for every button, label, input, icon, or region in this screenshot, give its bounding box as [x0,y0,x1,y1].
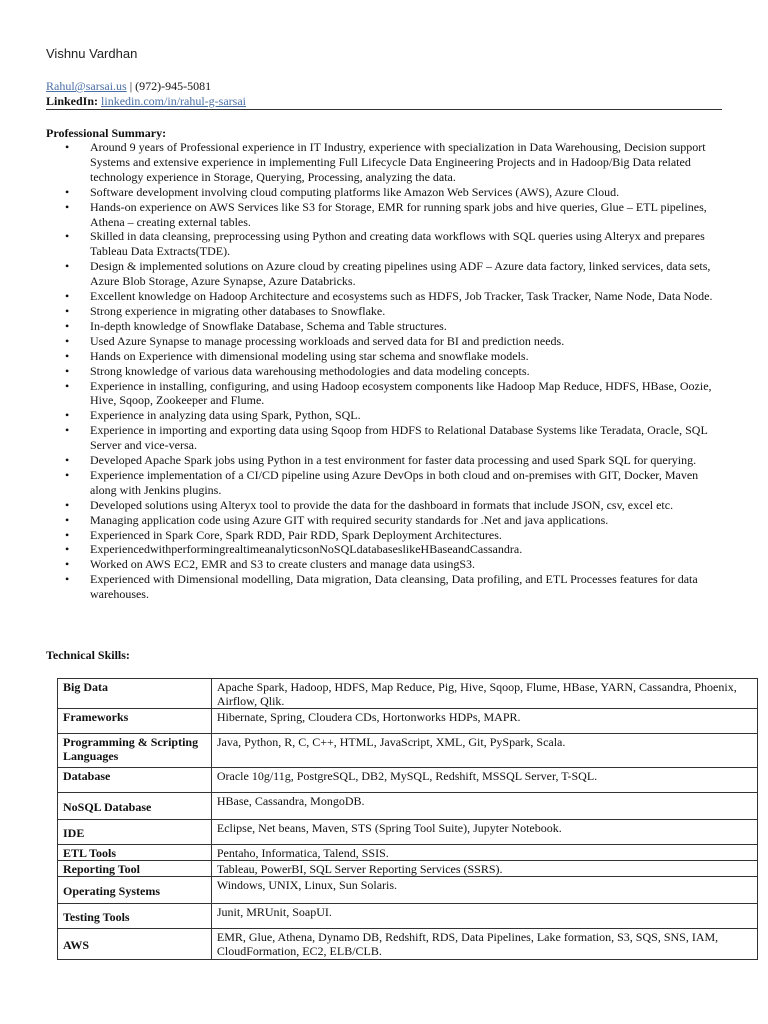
skills-title: Technical Skills: [46,648,130,662]
skill-category: Frameworks [58,709,212,734]
skill-category: Database [58,768,212,793]
skill-category: Operating Systems [58,877,212,904]
skill-values: Windows, UNIX, Linux, Sun Solaris. [211,877,757,904]
summary-item: • Strong experience in migrating other databases to Snowflake. [90,304,716,319]
summary-item: • Hands on Experience with dimensional modeling using star schema and snowflake models. [90,349,716,364]
summary-item: • Experienced with Dimensional modelling, Data migration, Data cleansing, Data profiling, and ETL Processes features for data warehouses. [90,572,716,602]
skill-values: Apache Spark, Hadoop, HDFS, Map Reduce, Pig, Hive, Sqoop, Flume, HBase, YARN, Cassandra, Phoenix, Airflow, Qlik. [211,679,757,709]
summary-item: • Skilled in data cleansing, preprocessing using Python and creating data workflows with SQL queries using Alteryx and prepares Tableau Data Extracts(TDE). [90,229,716,259]
skill-category: NoSQL Database [58,793,212,820]
contact-separator: | [126,79,136,93]
linkedin-line [46,94,246,109]
summary-item: • Experience in installing, configuring, and using Hadoop ecosystem components like Hadoop Map Reduce, HDFS, HBase, Oozie, Hive, Sqoop, Zookeeper and Flume. [90,379,716,409]
table-row [58,845,758,861]
phone-number: (972)-945-5081 [135,79,212,93]
summary-item: • Experienced in Spark Core, Spark RDD, Pair RDD, Spark Deployment Architectures. [90,528,716,543]
summary-item: • Used Azure Synapse to manage processing workloads and served data for BI and prediction needs. [90,334,716,349]
summary-item: • Software development involving cloud computing platforms like Amazon Web Services (AWS), Azure Cloud. [90,185,716,200]
candidate-name: Vishnu Vardhan [46,46,138,61]
summary-item: • Strong knowledge of various data warehousing methodologies and data modeling concepts. [90,364,716,379]
skill-values: Tableau, PowerBI, SQL Server Reporting Services (SSRS). [211,861,757,877]
skill-category: Reporting Tool [58,861,212,877]
summary-item: • Experience implementation of a CI/CD pipeline using Azure DevOps in both cloud and on-premises with GIT, Docker, Maven along with Jenkins plugins. [90,468,716,498]
skill-values: Pentaho, Informatica, Talend, SSIS. [211,845,757,861]
summary-item: • Managing application code using Azure GIT with required security standards for .Net and java applications. [90,513,716,528]
skill-category: AWS [58,929,212,960]
summary-item: • Excellent knowledge on Hadoop Architecture and ecosystems such as HDFS, Job Tracker, Task Tracker, Name Node, Data Node. [90,289,716,304]
summary-item: • Around 9 years of Professional experience in IT Industry, experience with specialization in Data Warehousing, Decision support Systems and extensive experience in implementing Full Lifecycle Data Engineering Projects and in Hadoop/Big Data related technology experience in Storage, Querying, Processing, analyzing the data. [90,140,716,185]
table-row [58,768,758,793]
summary-item: • Developed Apache Spark jobs using Python in a test environment for faster data processing and used Spark SQL for querying. [90,453,716,468]
skill-category: Programming & Scripting Languages [58,734,212,768]
skill-values: Junit, MRUnit, SoapUI. [211,904,757,929]
skill-category: IDE [58,820,212,845]
summary-item: • Design & implemented solutions on Azure cloud by creating pipelines using ADF – Azure data factory, linked services, data sets, Azure Blob Storage, Azure Synapse, Azure Databricks. [90,259,716,289]
summary-item: • Developed solutions using Alteryx tool to provide the data for the dashboard in formats that include JSON, csv, excel etc. [90,498,716,513]
table-row [58,709,758,734]
linkedin-link[interactable]: linkedin.com/in/rahul-g-sarsai [101,94,246,108]
linkedin-label: LinkedIn: [46,94,99,108]
skill-values: Java, Python, R, C, C++, HTML, JavaScript, XML, Git, PySpark, Scala. [211,734,757,768]
table-row [58,904,758,929]
skill-values: Oracle 10g/11g, PostgreSQL, DB2, MySQL, Redshift, MSSQL Server, T-SQL. [211,768,757,793]
table-row [58,793,758,820]
summary-item: • Worked on AWS EC2, EMR and S3 to create clusters and manage data usingS3. [90,557,716,572]
email-link[interactable]: Rahul@sarsai.us [46,79,127,93]
skill-category: Testing Tools [58,904,212,929]
summary-item: • Hands-on experience on AWS Services like S3 for Storage, EMR for running spark jobs and hive queries, Glue – ETL pipelines, Athena – creating external tables. [90,200,716,230]
summary-item: • Experience in importing and exporting data using Sqoop from HDFS to Relational Database Systems like Teradata, Oracle, SQL Server and vice-versa. [90,423,716,453]
skill-values: Eclipse, Net beans, Maven, STS (Spring Tool Suite), Jupyter Notebook. [211,820,757,845]
table-row [58,929,758,960]
header-divider [46,109,722,110]
table-row [58,734,758,768]
table-row [58,820,758,845]
summary-item: • ExperiencedwithperformingrealtimeanalyticsonNoSQLdatabaseslikeHBaseandCassandra. [90,542,716,557]
summary-title: Professional Summary: [46,126,167,140]
skill-values: EMR, Glue, Athena, Dynamo DB, Redshift, RDS, Data Pipelines, Lake formation, S3, SQS, SNS, IAM, CloudFormation, EC2, ELB/CLB. [211,929,757,960]
summary-list [46,140,716,602]
table-row [58,877,758,904]
table-row [58,861,758,877]
skill-values: HBase, Cassandra, MongoDB. [211,793,757,820]
contact-line [46,79,246,94]
skill-values: Hibernate, Spring, Cloudera CDs, Hortonworks HDPs, MAPR. [211,709,757,734]
summary-item: • In-depth knowledge of Snowflake Database, Schema and Table structures. [90,319,716,334]
skill-category: ETL Tools [58,845,212,861]
skill-category: Big Data [58,679,212,709]
summary-item: • Experience in analyzing data using Spark, Python, SQL. [90,408,716,423]
table-row [58,679,758,709]
contact-block [46,79,246,109]
skills-table [57,678,758,960]
